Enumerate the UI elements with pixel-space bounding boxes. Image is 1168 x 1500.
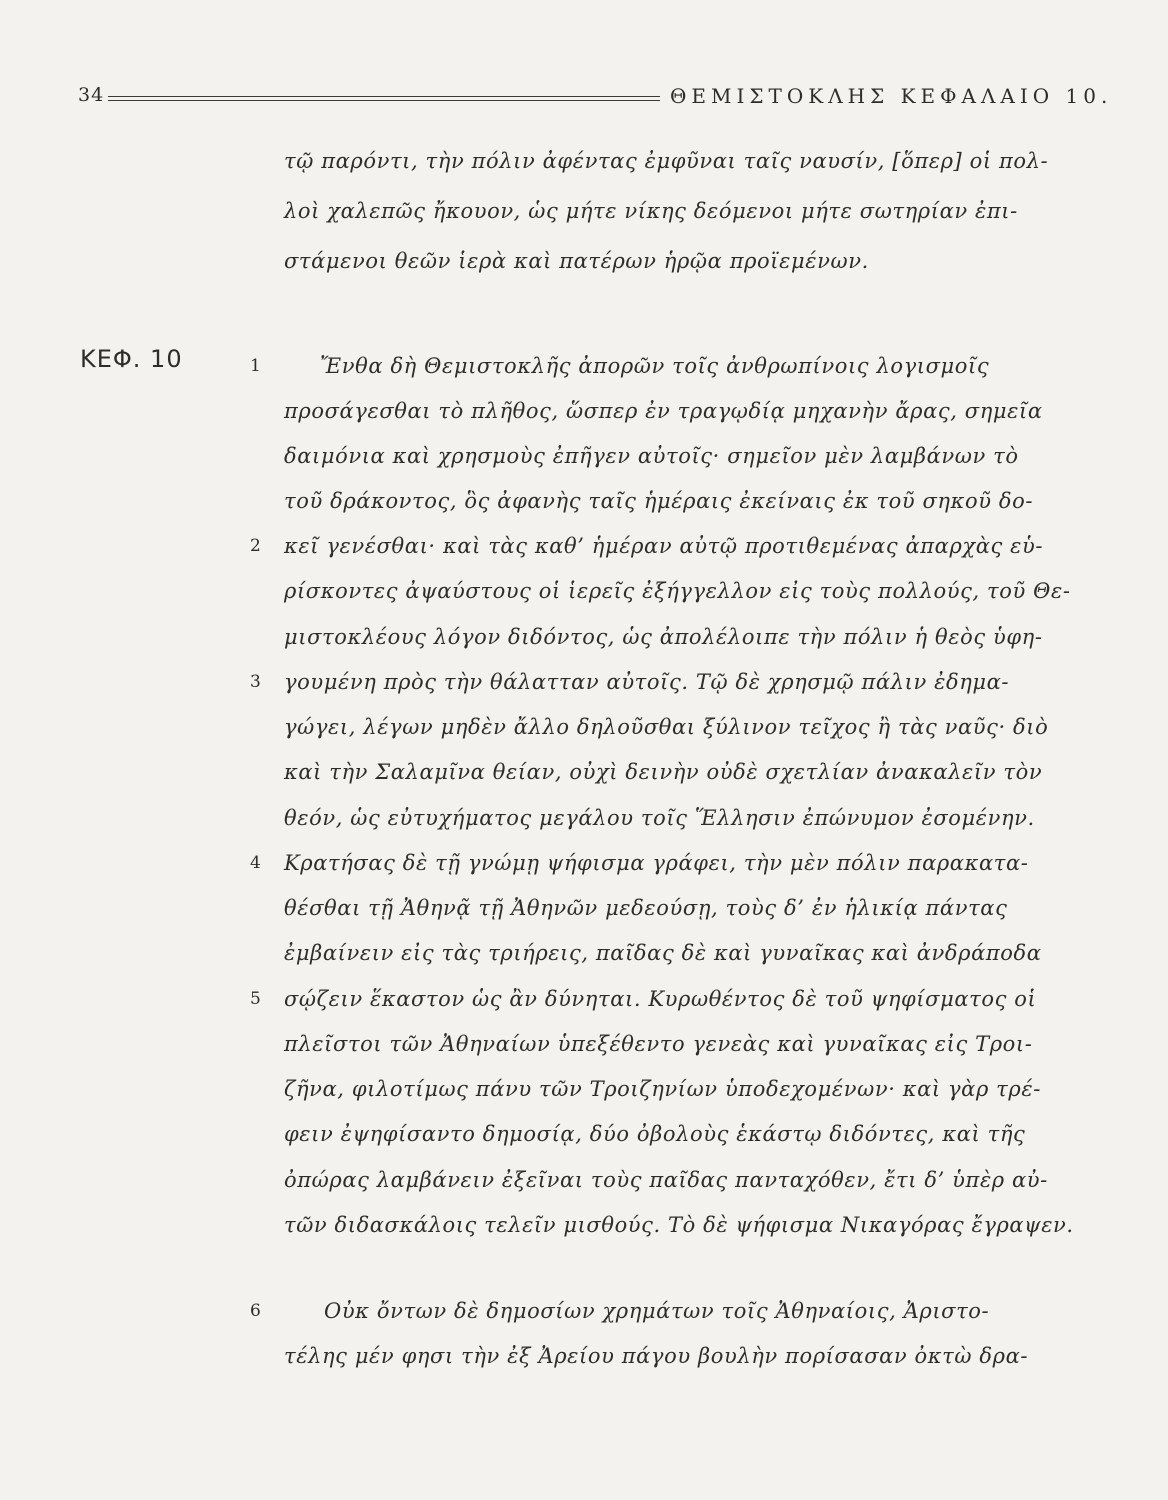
section-number: 4: [250, 853, 261, 873]
text-line: Κρατήσας δὲ τῇ γνώμῃ ψήφισμα γράφει, τὴν μὲν πόλιν παρακατα-: [284, 851, 1029, 875]
text-line: ρίσκοντες ἀψαύστους οἱ ἱερεῖς ἐξήγγελλον εἰς τοὺς πολλούς, τοῦ Θε-: [284, 579, 1071, 603]
text-line: τῷ παρόντι, τὴν πόλιν ἀφέντας ἐμφῦναι ταῖς ναυσίν, [ὅπερ] οἱ πολ-: [284, 149, 1049, 173]
running-header: [78, 84, 1113, 114]
text-line: τέλης μέν φησι τὴν ἐξ Ἀρείου πάγου βουλὴν πορίσασαν ὀκτὼ δρα-: [284, 1344, 1029, 1368]
text-line: δαιμόνια καὶ χρησμοὺς ἐπῆγεν αὐτοῖς· σημεῖον μὲν λαμβάνων τὸ: [284, 444, 1019, 468]
section-number: 6: [250, 1301, 261, 1321]
text-line: τῶν διδασκάλοις τελεῖν μισθούς. Τὸ δὲ ψήφισμα Νικαγόρας ἔγραψεν.: [284, 1213, 1074, 1237]
text-line: θεόν, ὡς εὐτυχήματος μεγάλου τοῖς Ἕλλησιν ἐπώνυμον ἐσομένην.: [284, 806, 1035, 830]
text-line: κεῖ γενέσθαι· καὶ τὰς καθ’ ἡμέραν αὐτῷ προτιθεμένας ἀπαρχὰς εὑ-: [284, 534, 1044, 558]
text-line: ὀπώρας λαμβάνειν ἐξεῖναι τοὺς παῖδας πανταχόθεν, ἔτι δ’ ὑπὲρ αὐ-: [284, 1168, 1048, 1192]
section-number: 1: [250, 356, 261, 376]
section-number: 3: [250, 672, 261, 692]
chapter-label: ΚΕΦ. 10: [80, 345, 183, 373]
text-line: φειν ἐψηφίσαντο δημοσίᾳ, δύο ὀβολοὺς ἑκάστῳ διδόντες, καὶ τῆς: [284, 1122, 1026, 1146]
running-title: ΘΕΜΙΣΤΟΚΛΗΣ ΚΕΦΑΛΑΙΟ 10.: [670, 84, 1113, 108]
text-line: θέσθαι τῇ Ἀθηνᾷ τῇ Ἀθηνῶν μεδεούσῃ, τοὺς δ’ ἐν ἡλικίᾳ πάντας: [284, 896, 1008, 920]
text-line: μιστοκλέους λόγον διδόντος, ὡς ἀπολέλοιπε τὴν πόλιν ἡ θεὸς ὑφη-: [284, 625, 1043, 649]
text-line: ζῆνα, φιλοτίμως πάνυ τῶν Τροιζηνίων ὑποδεχομένων· καὶ γὰρ τρέ-: [284, 1077, 1041, 1101]
header-double-rule: [108, 96, 660, 101]
text-line: καὶ τὴν Σαλαμῖνα θείαν, οὐχὶ δεινὴν οὐδὲ σχετλίαν ἀνακαλεῖν τὸν: [284, 760, 1043, 784]
text-line: Ἔνθα δὴ Θεμιστοκλῆς ἀπορῶν τοῖς ἀνθρωπίνοις λογισμοῖς: [320, 354, 990, 378]
page-number: 34: [78, 84, 105, 106]
text-line: γουμένη πρὸς τὴν θάλατταν αὐτοῖς. Τῷ δὲ χρησμῷ πάλιν ἐδημα-: [284, 670, 1010, 694]
text-line: λοὶ χαλεπῶς ἤκουον, ὡς μήτε νίκης δεόμενοι μήτε σωτηρίαν ἐπι-: [284, 199, 1018, 223]
text-line: προσάγεσθαι τὸ πλῆθος, ὥσπερ ἐν τραγῳδίᾳ μηχανὴν ἄρας, σημεῖα: [284, 399, 1043, 423]
section-number: 5: [250, 989, 261, 1009]
text-line: πλεῖστοι τῶν Ἀθηναίων ὑπεξέθεντο γενεὰς καὶ γυναῖκας εἰς Τροι-: [284, 1032, 1033, 1056]
text-line: Οὐκ ὄντων δὲ δημοσίων χρημάτων τοῖς Ἀθηναίοις, Ἀριστο-: [324, 1299, 990, 1323]
text-line: σῴζειν ἕκαστον ὡς ἂν δύνηται. Κυρωθέντος δὲ τοῦ ψηφίσματος οἱ: [284, 987, 1037, 1011]
text-line: στάμενοι θεῶν ἱερὰ καὶ πατέρων ἡρῷα προϊεμένων.: [284, 249, 869, 273]
text-line: ἐμβαίνειν εἰς τὰς τριήρεις, παῖδας δὲ καὶ γυναῖκας καὶ ἀνδράποδα: [284, 941, 1042, 965]
section-number: 2: [250, 536, 261, 556]
text-line: τοῦ δράκοντος, ὃς ἀφανὴς ταῖς ἡμέραις ἐκείναις ἐκ τοῦ σηκοῦ δο-: [284, 489, 1034, 513]
text-line: γώγει, λέγων μηδὲν ἄλλο δηλοῦσθαι ξύλινον τεῖχος ἢ τὰς ναῦς· διὸ: [284, 715, 1049, 739]
